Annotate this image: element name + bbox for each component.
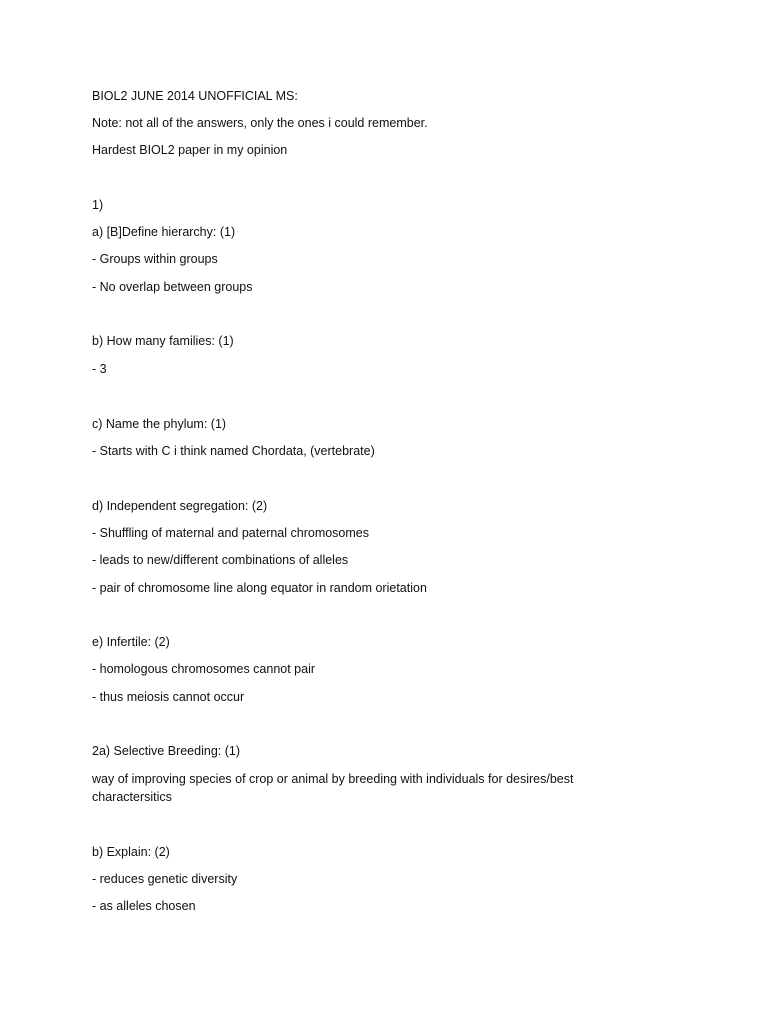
question-1c: c) Name the phylum: (1) (92, 417, 227, 431)
document-note: Note: not all of the answers, only the ones i could remember. (92, 116, 428, 130)
answer-line: - reduces genetic diversity (92, 872, 238, 886)
answer-line: - as alleles chosen (92, 899, 196, 913)
answer-line: - 3 (92, 362, 107, 376)
answer-line: - Shuffling of maternal and paternal chromosomes (92, 526, 370, 540)
question-1d: d) Independent segregation: (2) (92, 499, 268, 513)
question-1a: a) [B]Define hierarchy: (1) (92, 225, 236, 239)
question-1e: e) Infertile: (2) (92, 635, 170, 649)
answer-line: - Starts with C i think named Chordata, (vertebrate) (92, 444, 375, 458)
answer-paragraph: way of improving species of crop or animal by breeding with individuals for desires/best charactersitics (92, 772, 574, 804)
answer-line: - Groups within groups (92, 252, 218, 266)
question-2a: 2a) Selective Breeding: (1) (92, 744, 240, 758)
question-1b: b) How many families: (1) (92, 334, 234, 348)
document-title: BIOL2 JUNE 2014 UNOFFICIAL MS: (92, 89, 298, 103)
question-1-number: 1) (92, 198, 104, 212)
answer-line: - No overlap between groups (92, 280, 253, 294)
answer-line: - pair of chromosome line along equator in random orietation (92, 581, 427, 595)
question-2b: b) Explain: (2) (92, 845, 170, 859)
answer-line: - leads to new/different combinations of alleles (92, 553, 349, 567)
document-opinion: Hardest BIOL2 paper in my opinion (92, 143, 288, 157)
answer-line: - thus meiosis cannot occur (92, 690, 245, 704)
answer-line: - homologous chromosomes cannot pair (92, 662, 316, 676)
